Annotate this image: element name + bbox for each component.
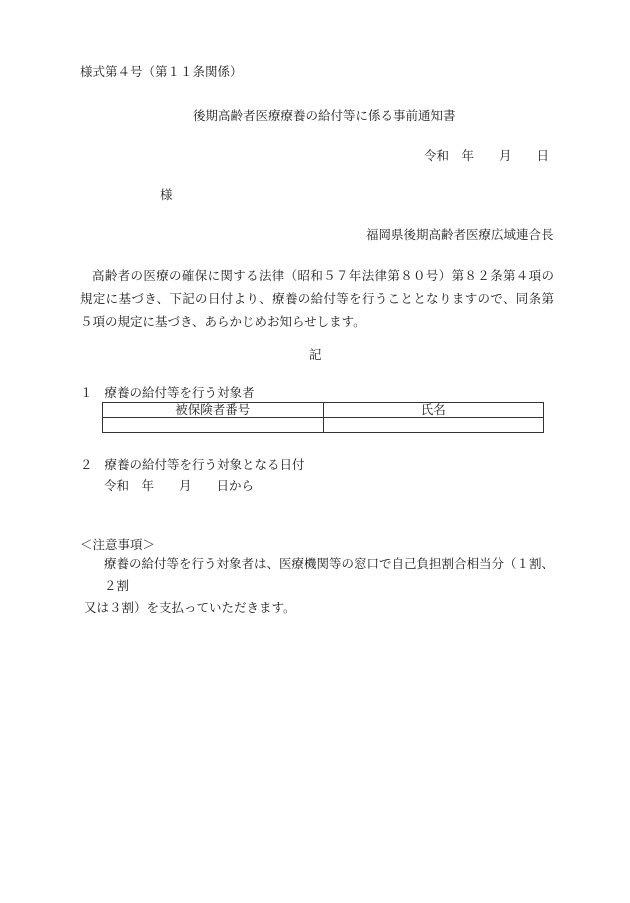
notes-line-1: 療養の給付等を行う対象者は、医療機関等の窓口で自己負担割合相当分（１割、２割 <box>104 556 555 593</box>
section-1-heading <box>80 387 255 400</box>
section-2-number: ２ <box>80 457 93 472</box>
form-number: 様式第４号（第１１条関係） <box>80 64 243 79</box>
section-2-date: 令和 年 月 日から <box>104 478 255 493</box>
ki-label: 記 <box>309 347 322 362</box>
header-name: 氏名 <box>323 403 544 418</box>
section-2-heading <box>80 459 305 472</box>
table-row <box>103 418 544 433</box>
sender-name: 福岡県後期高齢者医療広域連合長 <box>366 227 554 242</box>
cell-name <box>323 418 544 433</box>
header-insured-number: 被保険者番号 <box>103 403 324 418</box>
section-1-title: 療養の給付等を行う対象者 <box>104 385 255 400</box>
document-title: 後期高齢者医療療養の給付等に係る事前通知書 <box>193 108 456 123</box>
section-2-title: 療養の給付等を行う対象となる日付 <box>104 457 305 472</box>
cell-insured-number <box>103 418 324 433</box>
addressee-suffix: 様 <box>160 187 173 202</box>
section-1-number: １ <box>80 385 93 400</box>
notes-heading: ＜注意事項＞ <box>80 537 156 552</box>
notes-body <box>80 553 554 619</box>
notes-line-2: 又は３割）を支払っていただきます。 <box>84 600 296 615</box>
body-paragraph: 高齢者の医療の確保に関する法律（昭和５７年法律第８０号）第８２条第４項の規定に基づき、下記の日付より、療養の給付等を行うこととなりますので、同条第５項の規定に基づき、あらかじめお知らせします。 <box>80 268 554 329</box>
date-line: 令和 年 月 日 <box>424 148 550 163</box>
target-person-table <box>102 402 544 433</box>
table-header-row <box>103 403 544 418</box>
